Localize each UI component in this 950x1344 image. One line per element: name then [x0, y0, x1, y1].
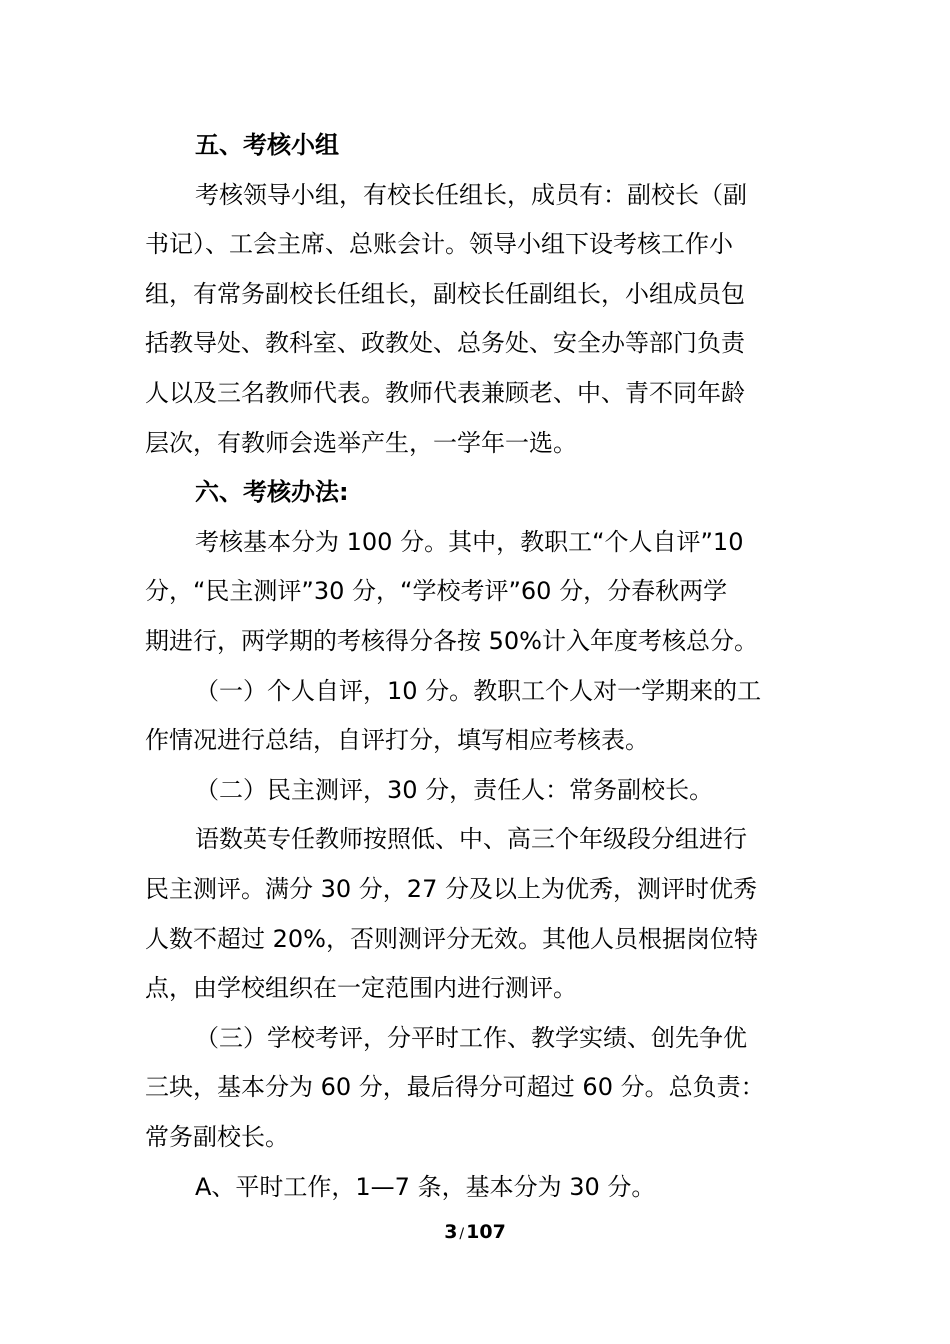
paragraph-line: 分，“民主测评”30 分，“学校考评”60 分，分春秋两学 — [145, 577, 728, 606]
paragraph-line: 常务副校长。 — [145, 1123, 289, 1151]
paragraph-line: 期进行，两学期的考核得分各按 50%计入年度考核总分。 — [145, 627, 758, 655]
paragraph-line: A、平时工作，1—7 条，基本分为 30 分。 — [195, 1172, 656, 1201]
page-number — [0, 1218, 950, 1248]
paragraph-line: （二）民主测评，30 分，责任人：常务副校长。 — [195, 775, 714, 804]
total-page-count: 107 — [466, 1221, 506, 1243]
paragraph-line: （三）学校考评，分平时工作、教学实绩、创先争优 — [195, 1023, 747, 1052]
paragraph-line: 点，由学校组织在一定范围内进行测评。 — [145, 974, 577, 1003]
section-heading: 五、考核小组 — [195, 131, 339, 159]
paragraph-line: 人以及三名教师代表。教师代表兼顾老、中、青不同年龄 — [145, 379, 745, 407]
paragraph-line: 民主测评。满分 30 分，27 分及以上为优秀，测评时优秀 — [145, 875, 757, 903]
paragraph-line: 层次，有教师会选举产生，一学年一选。 — [145, 428, 577, 457]
paragraph-line: 考核基本分为 100 分。其中，教职工“个人自评”10 — [195, 527, 744, 556]
paragraph-line: 考核领导小组，有校长任组长，成员有：副校长（副 — [195, 180, 747, 209]
paragraph-line: 人数不超过 20%，否则测评分无效。其他人员根据岗位特 — [145, 924, 758, 953]
section-heading: 六、考核办法: — [195, 478, 349, 507]
page-separator: / — [459, 1226, 465, 1242]
paragraph-line: 三块，基本分为 60 分，最后得分可超过 60 分。总负责： — [145, 1073, 765, 1102]
paragraph-line: 作情况进行总结，自评打分，填写相应考核表。 — [145, 726, 649, 755]
paragraph-line: 书记）、工会主席、总账会计。领导小组下设考核工作小 — [145, 230, 733, 259]
paragraph-line: 组，有常务副校长任组长，副校长任副组长，小组成员包 — [145, 279, 745, 308]
paragraph-line: 括教导处、教科室、政教处、总务处、安全办等部门负责 — [145, 329, 745, 358]
current-page-number: 3 — [444, 1221, 458, 1243]
paragraph-line: 语数英专任教师按照低、中、高三个年级段分组进行 — [195, 825, 747, 854]
paragraph-line: （一）个人自评，10 分。教职工个人对一学期来的工 — [195, 676, 762, 705]
